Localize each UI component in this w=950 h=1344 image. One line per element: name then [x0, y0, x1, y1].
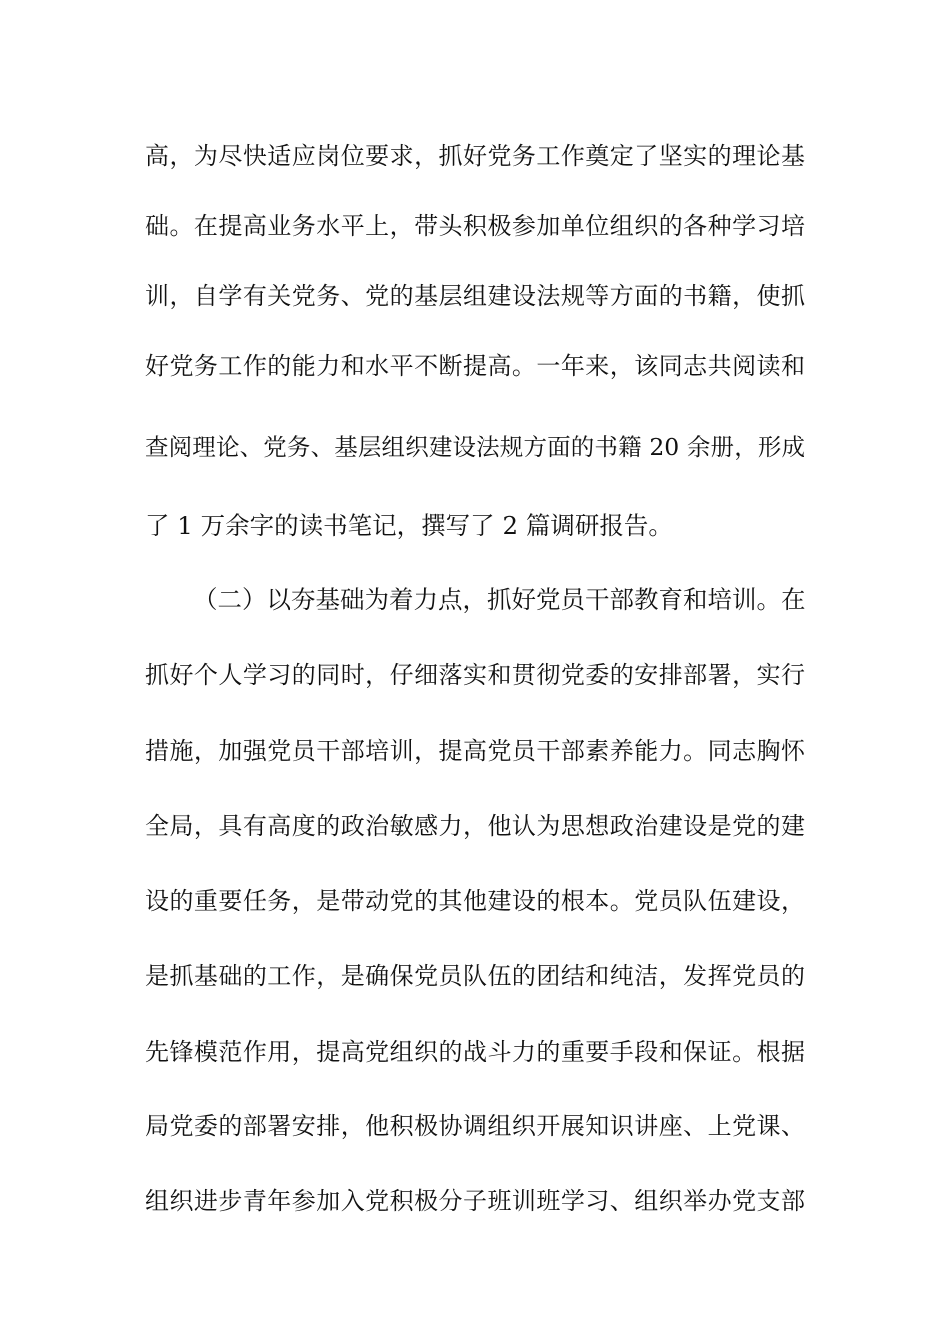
paragraph-line: 措施，加强党员干部培训，提高党员干部素养能力。同志胸怀	[145, 737, 805, 765]
paragraph-line: 高，为尽快适应岗位要求，抓好党务工作奠定了坚实的理论基	[145, 142, 805, 170]
paragraph-line: 是抓基础的工作，是确保党员队伍的团结和纯洁，发挥党员的	[145, 962, 805, 990]
paragraph-line: 础。在提高业务水平上，带头积极参加单位组织的各种学习培	[145, 212, 805, 240]
paragraph-line: 好党务工作的能力和水平不断提高。一年来，该同志共阅读和	[145, 352, 805, 380]
paragraph-line: 全局，具有高度的政治敏感力，他认为思想政治建设是党的建	[145, 812, 805, 840]
paragraph-line: 了 1 万余字的读书笔记，撰写了 2 篇调研报告。	[145, 511, 673, 540]
paragraph-line: 抓好个人学习的同时，仔细落实和贯彻党委的安排部署，实行	[145, 661, 805, 689]
paragraph-line: 局党委的部署安排，他积极协调组织开展知识讲座、上党课、	[145, 1112, 805, 1140]
paragraph-line: 训，自学有关党务、党的基层组建设法规等方面的书籍，使抓	[145, 282, 805, 310]
paragraph-line: 设的重要任务，是带动党的其他建设的根本。党员队伍建设，	[145, 887, 805, 915]
paragraph-line: 查阅理论、党务、基层组织建设法规方面的书籍 20 余册，形成	[145, 433, 805, 461]
paragraph-line: （二）以夯基础为着力点，抓好党员干部教育和培训。在	[193, 585, 806, 614]
paragraph-line: 组织进步青年参加入党积极分子班训班学习、组织举办党支部	[145, 1187, 805, 1215]
paragraph-line: 先锋模范作用，提高党组织的战斗力的重要手段和保证。根据	[145, 1038, 805, 1066]
